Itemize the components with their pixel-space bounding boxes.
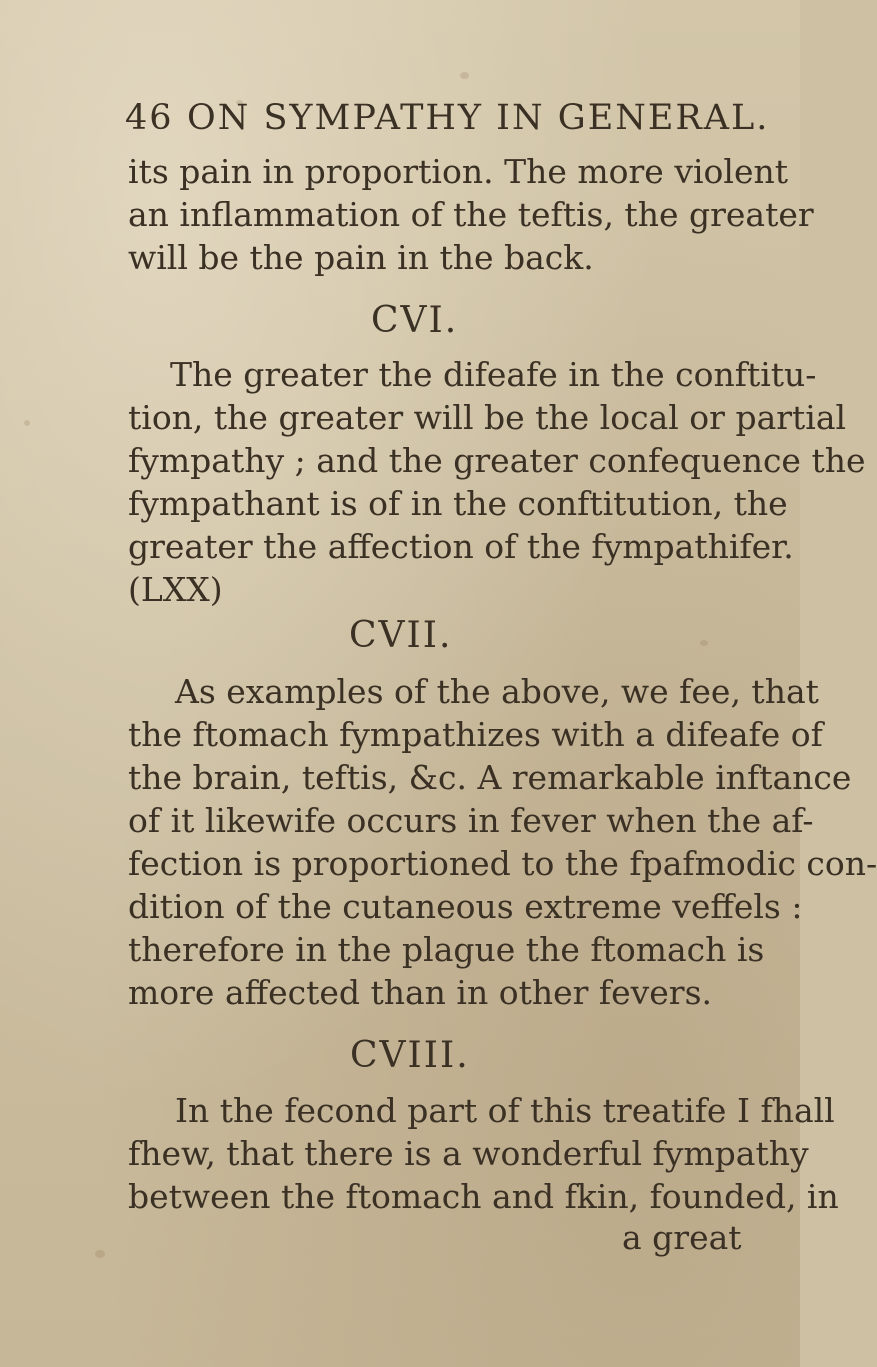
- text-line: fection is proportioned to the fpafmodic con-: [128, 844, 877, 883]
- text-line: more affected than in other fevers.: [128, 973, 713, 1012]
- text-line: greater the affection of the fympathifer.: [128, 527, 794, 566]
- text-line: fympathant is of in the conftitution, the: [128, 484, 788, 523]
- paper-stain: [460, 72, 469, 79]
- text-line: fhew, that there is a wonderful fympathy: [128, 1134, 809, 1173]
- text-line: tion, the greater will be the local or partial: [128, 398, 847, 437]
- section-heading: CVIII.: [350, 1035, 470, 1076]
- text-line: therefore in the plague the ftomach is: [128, 930, 765, 969]
- text-line: the brain, teftis, &c. A remarkable inftance: [128, 758, 852, 797]
- text-line: between the ftomach and fkin, founded, in: [128, 1177, 839, 1216]
- text-line: dition of the cutaneous extreme veffels :: [128, 887, 803, 926]
- paper-stain: [24, 420, 30, 426]
- text-line: fympathy ; and the greater confequence the: [128, 441, 866, 480]
- text-line: an inflammation of the teftis, the greater: [128, 195, 814, 234]
- section-heading: CVII.: [349, 615, 453, 656]
- text-line: will be the pain in the back.: [128, 238, 594, 277]
- text-line: As examples of the above, we fee, that: [175, 672, 819, 711]
- text-line: In the fecond part of this treatife I fhall: [175, 1091, 835, 1130]
- running-title: ON SYMPATHY IN GENERAL.: [187, 98, 770, 138]
- running-header: [125, 98, 770, 138]
- text-line: The greater the difeafe in the conftitu-: [170, 355, 817, 394]
- page-number: 46: [125, 98, 174, 138]
- text-line: of it likewife occurs in fever when the af-: [128, 801, 814, 840]
- catchword: a great: [622, 1218, 742, 1257]
- paper-stain: [700, 640, 708, 646]
- paper-stain: [95, 1250, 105, 1258]
- text-line: (LXX): [128, 570, 223, 609]
- section-heading: CVI.: [371, 300, 459, 341]
- text-line: the ftomach fympathizes with a difeafe of: [128, 715, 823, 754]
- text-line: its pain in proportion. The more violent: [128, 152, 788, 191]
